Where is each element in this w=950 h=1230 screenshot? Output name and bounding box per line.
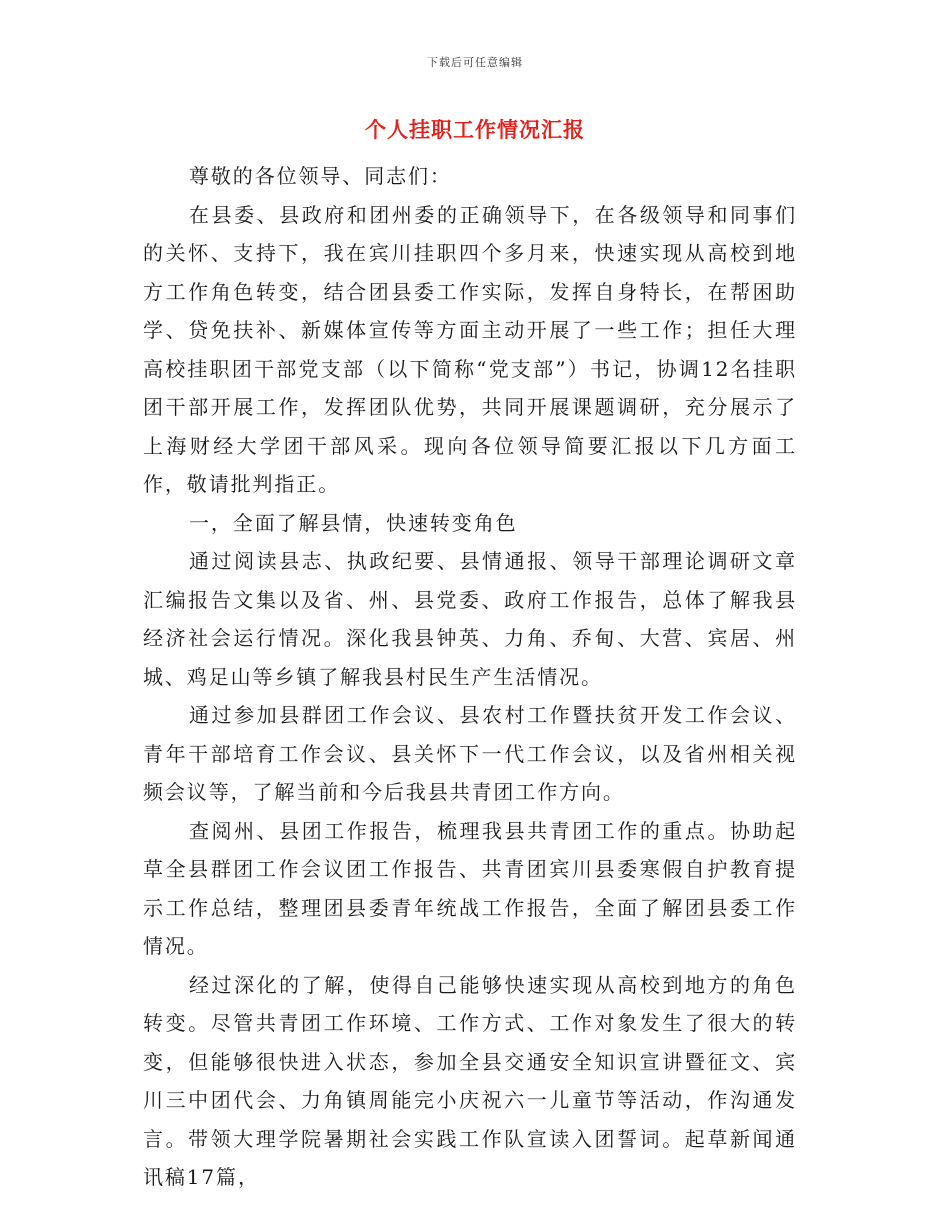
body-paragraph: 经过深化的了解，使得自己能够快速实现从高校到地方的角色转变。尽管共青团工作环境、工作方式、工作对象发生了很大的转变，但能够很快进入状态，参加全县交通安全知识宣讲暨征文、宾川三中团代会、力角镇周能完小庆祝六一儿童节等活动，作沟通发言。带领大理学院暑期社会实践工作队宣读入团誓词。起草新闻通讯稿17篇，	[143, 972, 797, 1189]
document-title: 个人挂职工作情况汇报	[365, 117, 585, 142]
body-paragraph: 通过阅读县志、执政纪要、县情通报、领导干部理论调研文章汇编报告文集以及省、州、县党委、政府工作报告，总体了解我县经济社会运行情况。深化我县钟英、力角、乔甸、大营、宾居、州城、鸡足山等乡镇了解我县村民生产生活情况。	[143, 549, 797, 689]
salutation-paragraph: 尊敬的各位领导、同志们：	[189, 164, 452, 188]
intro-paragraph: 在县委、县政府和团州委的正确领导下，在各级领导和同事们的关怀、支持下，我在宾川挂职四个多月来，快速实现从高校到地方工作角色转变，结合团县委工作实际，发挥自身特长，在帮困助学、贷免扶补、新媒体宣传等方面主动开展了一些工作；担任大理高校挂职团干部党支部（以下简称“党支部”）书记，协调12名挂职团干部开展工作，发挥团队优势，共同开展课题调研，充分展示了上海财经大学团干部风采。现向各位领导简要汇报以下几方面工作，敬请批判指正。	[143, 202, 797, 496]
body-paragraph: 查阅州、县团工作报告，梳理我县共青团工作的重点。协助起草全县群团工作会议团工作报告、共青团宾川县委寒假自护教育提示工作总结，整理团县委青年统战工作报告，全面了解团县委工作情况。	[143, 818, 797, 958]
page-header-note: 下载后可任意编辑	[427, 56, 523, 69]
document-body	[143, 157, 797, 1197]
section-heading: 一，全面了解县情，快速转变角色	[189, 510, 518, 535]
body-paragraph: 通过参加县群团工作会议、县农村工作暨扶贫开发工作会议、青年干部培育工作会议、县关怀下一代工作会议，以及省州相关视频会议等，了解当前和今后我县共青团工作方向。	[143, 703, 797, 804]
